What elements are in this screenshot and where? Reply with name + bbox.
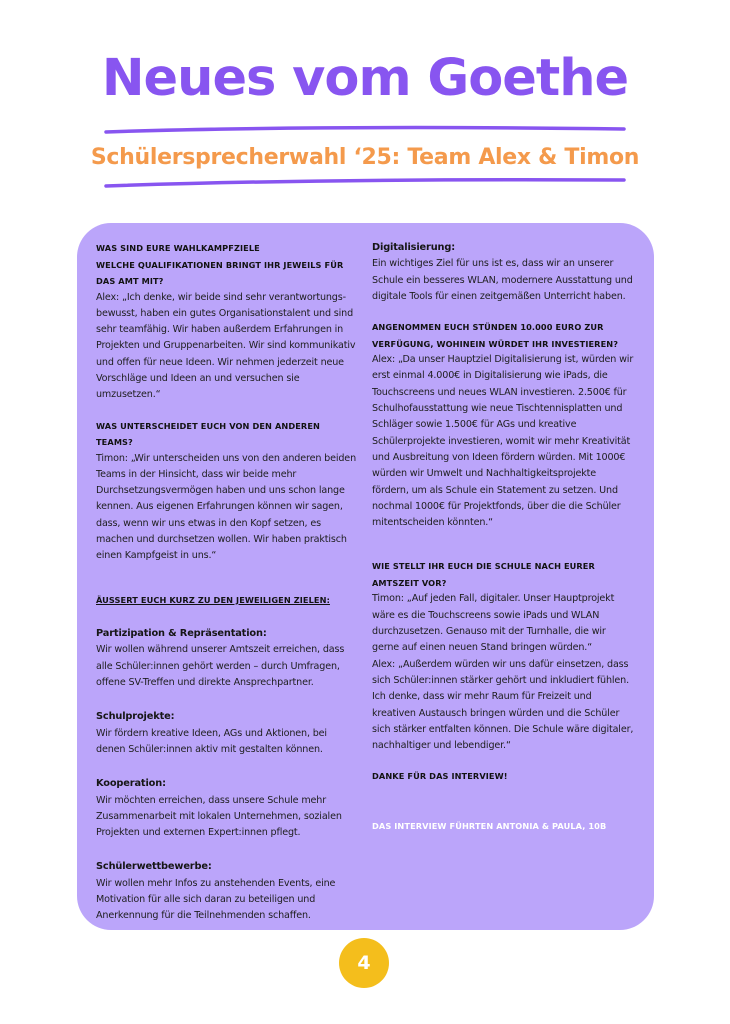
left-column bbox=[96, 240, 358, 925]
question-goals: ÄUSSERT EUCH KURZ ZU DEN JEWEILIGEN ZIELEN: bbox=[96, 594, 330, 605]
answer-future-timon: Timon: „Auf jeden Fall, digitaler. Unser Hauptprojekt wäre es die Touchscreens sowie iPads und WLAN durchzusetzen. Genauso mit der Turnhalle, die wir gerne auf einen neuen Stand bringen würden.“ bbox=[372, 593, 615, 654]
divider-top bbox=[100, 120, 630, 140]
goal-title: Schülerwettbewerbe: bbox=[96, 861, 212, 873]
goal-title-digitalisation: Digitalisierung: bbox=[372, 242, 456, 253]
question-future-school: WIE STELLT IHR EUCH DIE SCHULE NACH EURER AMTSZEIT VOR? bbox=[372, 561, 595, 588]
answer-budget: Alex: „Da unser Hauptziel Digitalisierung ist, würden wir erst einmal 4.000€ in Digitalisierung wie iPads, die Touchscreens und neues WLAN investieren. 2.500€ für Schulhofausstattung wie neue Tischtennisplatten und Schläger sowie 1.500€ für AGs und kreative Schülerprojekte investieren, womit wir mehr Kreativität und Ausbreitung von Ideen fördern würden. Mit 1000€ würden wir Umwelt und Nachhaltigkeitsprojekte fördern, um als Schule ein Statement zu setzen. Und nochmal 1000€ für Projektfonds, über die die Schüler mitentscheiden könnten.“ bbox=[372, 354, 634, 529]
goal-title: Kooperation: bbox=[96, 778, 166, 790]
thanks-line: DANKE FÜR DAS INTERVIEW! bbox=[372, 771, 508, 782]
goal-text: Wir möchten erreichen, dass unsere Schule mehr Zusammenarbeit mit lokalen Unternehmen, sozialen Projekten und externen Expert:innen pflegt. bbox=[96, 794, 342, 839]
article-subtitle: Schülersprecherwahl ‘25: Team Alex & Timon bbox=[90, 145, 640, 170]
goal-title: Partizipation & Repräsentation: bbox=[96, 628, 267, 640]
answer-qualifications: Alex: „Ich denke, wir beide sind sehr verantwortungs-bewusst, haben ein gutes Organisationstalent und sind sehr teamfähig. Wir haben außerdem Erfahrungen in Projekten und Gruppenarbeiten. Wir sind kommunikativ und offen für neue Ideen. Wir nehmen jederzeit neue Vorschläge und Ideen an und versuchen sie umzusetzen.“ bbox=[96, 291, 356, 401]
question-budget: ANGENOMMEN EUCH STÜNDEN 10.000 EURO ZUR VERFÜGUNG, WOHINEIN WÜRDET IHR INVESTIEREN? bbox=[372, 322, 619, 349]
goal-title: Schulprojekte: bbox=[96, 711, 175, 723]
question-qualifications: WELCHE QUALIFIKATIONEN BRINGT IHR JEWEILS FÜR DAS AMT MIT? bbox=[96, 259, 344, 286]
goal-text-digitalisation: Ein wichtiges Ziel für uns ist es, dass wir an unserer Schule ein besseres WLAN, modernere Ausstattung und digitale Tools für einen zeitgemäßen Unterricht haben. bbox=[372, 258, 633, 302]
question-difference: WAS UNTERSCHEIDET EUCH VON DEN ANDEREN TEAMS? bbox=[96, 420, 320, 448]
goal-text: Wir fördern kreative Ideen, AGs und Aktionen, bei denen Schüler:innen aktiv mit gestalten können. bbox=[96, 727, 327, 755]
answer-future-alex: Alex: „Außerdem würden wir uns dafür einsetzen, dass sich Schüler:innen stärker gehört und inkludiert fühlen. Ich denke, dass wir mehr Raum für Freizeit und kreativen Austausch bringen würden und die Schüler sich stärker entfalten können. Die Schule wäre digitaler, nachhaltiger und lebendiger.“ bbox=[372, 658, 634, 752]
goal-text: Wir wollen mehr Infos zu anstehenden Events, eine Motivation für alle sich daran zu beteiligen und Anerkennung für die Teilnehmenden schaffen. bbox=[96, 877, 336, 922]
interview-credit: DAS INTERVIEW FÜHRTEN ANTONIA & PAULA, 10B bbox=[372, 820, 607, 831]
masthead-title: Neues vom Goethe bbox=[101, 49, 629, 108]
goal-text: Wir wollen während unserer Amtszeit erreichen, dass alle Schüler:innen gehört werden – durch Umfragen, offene SV-Treffen und direkte Ansprechpartner. bbox=[96, 644, 345, 689]
question-campaign-goals: WAS SIND EURE WAHLKAMPFZIELE bbox=[96, 243, 260, 253]
page-number-badge: 4 bbox=[339, 938, 389, 988]
answer-difference: Timon: „Wir unterscheiden uns von den anderen beiden Teams in der Hinsicht, dass wir beide mehr Durchsetzungsvermögen haben und uns schon lange kennen. Aus eigenen Erfahrungen können wir sagen, dass, wenn wir uns etwas in den Kopf setzen, es machen und durchsetzen wollen. Wir haben praktisch einen Kampfgeist in uns.“ bbox=[96, 452, 356, 562]
right-column bbox=[372, 240, 634, 834]
divider-bottom bbox=[100, 172, 630, 192]
